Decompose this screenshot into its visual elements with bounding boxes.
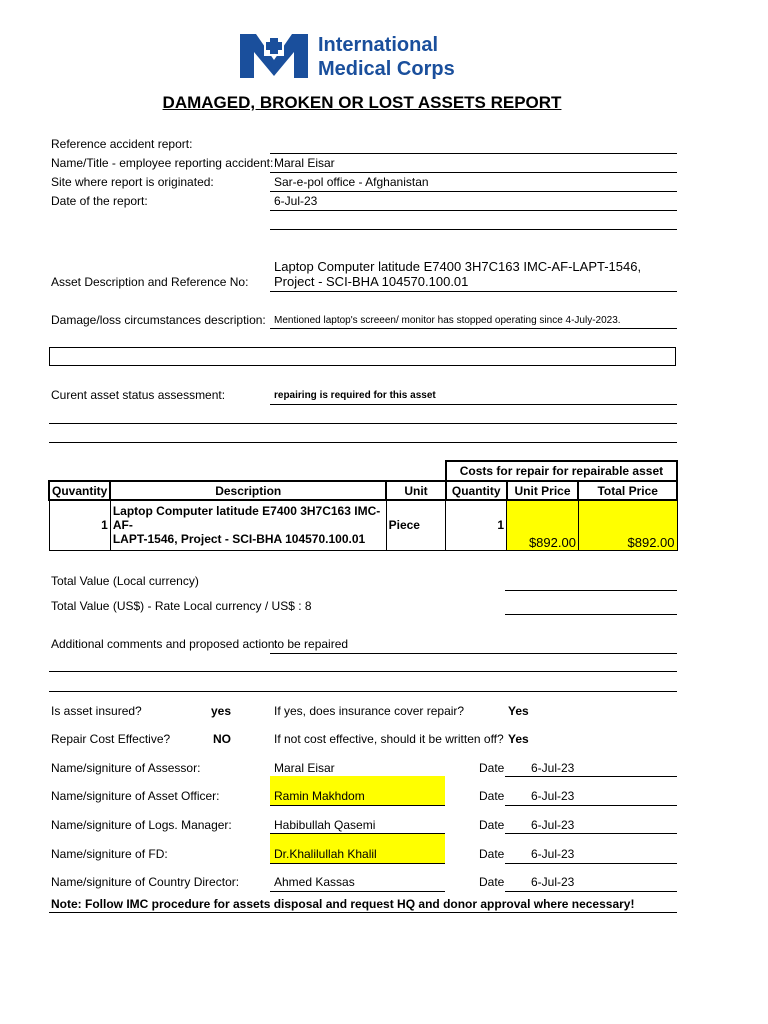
cover-label: If yes, does insurance cover repair? bbox=[274, 704, 465, 718]
row-description bbox=[110, 500, 386, 550]
reference-underline bbox=[270, 153, 677, 154]
sig-logs-manager-date-underline bbox=[505, 833, 677, 834]
sig-country-director-date: 6-Jul-23 bbox=[531, 875, 575, 889]
costs-group-header: Costs for repair for repairable asset bbox=[446, 461, 677, 481]
sig-fd-underline bbox=[270, 863, 445, 864]
insured-label: Is asset insured? bbox=[51, 704, 142, 718]
sig-fd-date: 6-Jul-23 bbox=[531, 847, 575, 861]
col-quantity: Quantity bbox=[446, 481, 507, 500]
procedure-note: Note: Follow IMC procedure for assets disposal and request HQ and donor approval where necessary! bbox=[51, 897, 635, 911]
site-label: Site where report is originated: bbox=[51, 175, 214, 189]
table-row bbox=[49, 500, 677, 550]
status-line-2 bbox=[49, 423, 677, 424]
col-unit-price: Unit Price bbox=[507, 481, 579, 500]
imc-logo bbox=[236, 30, 455, 85]
sig-country-director-date-label: Date bbox=[479, 875, 505, 889]
sig-logs-manager-name: Habibullah Qasemi bbox=[274, 818, 376, 832]
sig-asset-officer-date-label: Date bbox=[479, 789, 505, 803]
date-value: 6-Jul-23 bbox=[274, 194, 318, 208]
sig-logs-manager-date-label: Date bbox=[479, 818, 505, 832]
col-description: Description bbox=[110, 481, 386, 500]
sig-asset-officer-date-underline bbox=[505, 805, 677, 806]
sig-asset-officer-underline bbox=[270, 805, 445, 806]
blank-underline bbox=[270, 229, 677, 230]
total-usd-underline bbox=[505, 614, 677, 615]
status-underline bbox=[270, 404, 677, 405]
damage-value: Mentioned laptop's screeen/ monitor has stopped operating since 4-July-2023. bbox=[274, 315, 621, 326]
note-underline bbox=[49, 912, 677, 913]
sig-logs-manager-date: 6-Jul-23 bbox=[531, 818, 575, 832]
effective-label: Repair Cost Effective? bbox=[51, 732, 171, 746]
sig-country-director-name: Ahmed Kassas bbox=[274, 875, 355, 889]
sig-fd-date-underline bbox=[505, 863, 677, 864]
cover-value: Yes bbox=[508, 704, 529, 718]
blank-box bbox=[49, 347, 676, 366]
sig-fd-name: Dr.Khalilullah Khalil bbox=[274, 847, 377, 861]
sig-logs-manager-label: Name/signiture of Logs. Manager: bbox=[51, 818, 232, 832]
total-usd-label: Total Value (US$) - Rate Local currency / US$ : 8 bbox=[51, 599, 312, 613]
status-value: repairing is required for this asset bbox=[274, 390, 436, 401]
org-name-line1: International bbox=[318, 34, 439, 56]
total-local-label: Total Value (Local currency) bbox=[51, 574, 199, 588]
insured-value: yes bbox=[211, 704, 232, 718]
sig-fd-label: Name/signiture of FD: bbox=[51, 847, 168, 861]
row-unit-price: $892.00 bbox=[507, 500, 579, 550]
costs-header-row bbox=[49, 481, 677, 500]
date-label: Date of the report: bbox=[51, 194, 148, 208]
row-unit: Piece bbox=[386, 500, 446, 550]
comments-line-2 bbox=[49, 671, 677, 672]
status-line-3 bbox=[49, 442, 677, 443]
writeoff-label: If not cost effective, should it be written off? bbox=[274, 732, 504, 746]
reference-label: Reference accident report: bbox=[51, 137, 193, 151]
asset-underline bbox=[270, 291, 677, 292]
sig-asset-officer-name: Ramin Makhdom bbox=[274, 789, 365, 803]
writeoff-value: Yes bbox=[508, 732, 529, 746]
site-value: Sar-e-pol office - Afghanistan bbox=[274, 175, 429, 189]
damage-label: Damage/loss circumstances description: bbox=[51, 313, 266, 327]
sig-assessor-date: 6-Jul-23 bbox=[531, 761, 575, 775]
comments-line-3 bbox=[49, 691, 677, 692]
sig-assessor-date-underline bbox=[505, 776, 677, 777]
row-description-line2: LAPT-1546, Project - SCI-BHA 104570.100.01 bbox=[112, 532, 366, 547]
imc-emblem-icon bbox=[236, 30, 312, 82]
org-name-line2: Medical Corps bbox=[318, 58, 455, 80]
report-title: DAMAGED, BROKEN OR LOST ASSETS REPORT bbox=[162, 93, 562, 112]
col-unit: Unit bbox=[386, 481, 446, 500]
col-quvantity: Quvantity bbox=[49, 481, 110, 500]
effective-value: NO bbox=[213, 732, 231, 746]
row-qty: 1 bbox=[446, 500, 507, 550]
comments-value: to be repaired bbox=[274, 637, 349, 651]
asset-value-line1: Laptop Computer latitude E7400 3H7C163 IMC-AF-LAPT-1546, bbox=[274, 259, 642, 274]
sig-country-director-label: Name/signiture of Country Director: bbox=[51, 875, 240, 889]
row-description-line1: Laptop Computer latitude E7400 3H7C163 IMC-AF- bbox=[112, 504, 381, 533]
sig-assessor-date-label: Date bbox=[479, 761, 505, 775]
row-total-price: $892.00 bbox=[578, 500, 677, 550]
damage-underline bbox=[270, 328, 677, 329]
asset-value-line2: Project - SCI-BHA 104570.100.01 bbox=[274, 274, 469, 289]
sig-country-director-underline bbox=[270, 891, 445, 892]
sig-asset-officer-label: Name/signiture of Asset Officer: bbox=[51, 789, 220, 803]
sig-asset-officer-date: 6-Jul-23 bbox=[531, 789, 575, 803]
asset-label: Asset Description and Reference No: bbox=[51, 275, 249, 289]
col-total-price: Total Price bbox=[578, 481, 677, 500]
name-underline bbox=[270, 172, 677, 173]
sig-country-director-date-underline bbox=[505, 891, 677, 892]
total-local-underline bbox=[505, 590, 677, 591]
name-value: Maral Eisar bbox=[274, 156, 335, 170]
comments-underline bbox=[270, 653, 677, 654]
sig-fd-date-label: Date bbox=[479, 847, 505, 861]
sig-assessor-name: Maral Eisar bbox=[274, 761, 335, 775]
name-label: Name/Title - employee reporting accident: bbox=[51, 156, 274, 170]
comments-label: Additional comments and proposed action: bbox=[51, 637, 278, 651]
status-label: Curent asset status assessment: bbox=[51, 388, 226, 402]
sig-assessor-label: Name/signiture of Assessor: bbox=[51, 761, 201, 775]
site-underline bbox=[270, 191, 677, 192]
date-underline bbox=[270, 210, 677, 211]
row-quantity: 1 bbox=[49, 500, 110, 550]
costs-table bbox=[48, 460, 678, 551]
